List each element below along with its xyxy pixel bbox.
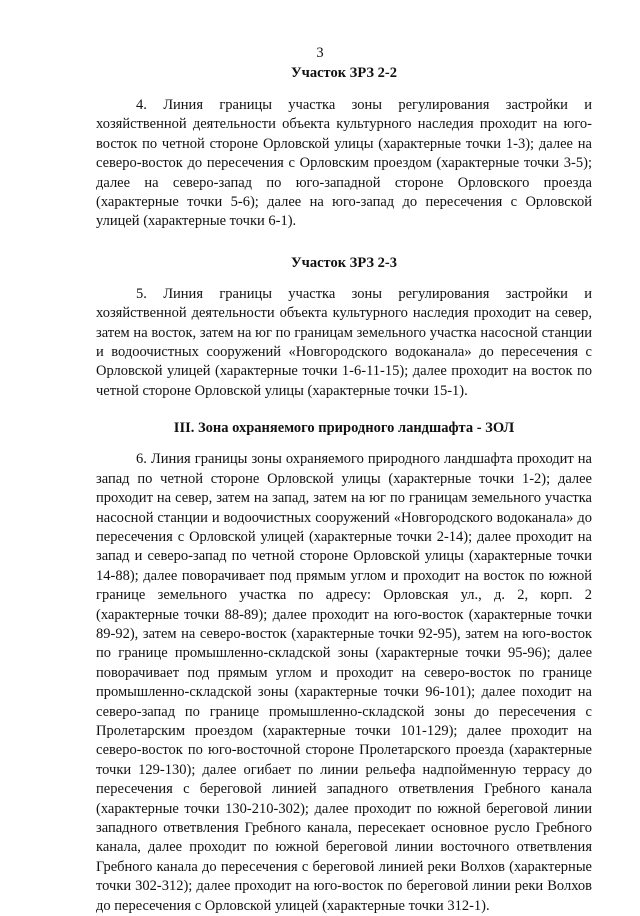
section-heading-zrz-2-2: Участок ЗРЗ 2-2 xyxy=(291,65,397,81)
section-heading-zrz-2-3: Участок ЗРЗ 2-3 xyxy=(291,254,397,271)
page-number: 3 xyxy=(316,45,324,61)
paragraph-6: 6. Линия границы зоны охраняемого природного ландшафта проходит на запад по четной стороне Орловской улицы (характерные точки 1-2); далее проходит на север, затем на запад, затем на юг по границам земельного участка насосной станции и водоочистных сооружений «Новгородского водоканала» до пересечения с Орловской улицей (характерные точки 2-14); далее проходит на запад и северо-запад по четной стороне Орловской улицы (характерные точки 14-88); далее поворачивает под прямым углом и проходит на восток по южной границе земельного участка по адресу: Орловская ул., д. 2, корп. 2 (характерные точки 88-89); далее проходит на юго-восток (характерные точки 89-92), затем на северо-восток (характерные точки 92-95), затем на юго-восток по границе промышленно-складской зоны (характерные точки 95-96); далее поворачивает под прямым углом и проходит на северо-восток по границе промышленно-складской зоны (характерные точки 96-101); далее походит на северо-запад по границе промышленно-складской зоны до пересечения с Пролетарским проездом (характерные точки 101-129); далее проходит на северо-восток по юго-восточной стороне Пролетарского проезда (характерные точки 129-130); далее огибает по линии рельефа надпойменную террасу до пересечения с береговой линией западного ответвления Гребного канала (характерные точки 130-210-302); далее проходит по южной береговой линии западного ответвления Гребного канала, пересекает основное русло Гребного канала, далее проходит по южной береговой линии восточного ответвления Гребного канала до пересечения с береговой линией реки Волхов (характерные точки 302-312); далее проходит на юго-восток по береговой линии реки Волхов до пересечения с Орловской улицей (характерные точки 312-1). xyxy=(96,451,592,914)
paragraph-5: 5. Линия границы участка зоны регулирования застройки и хозяйственной деятельности объекта культурного наследия проходит на север, затем на восток, затем на юг по границам земельного участка насосной станции и водоочистных сооружений «Новгородского водоканала» до пересечения с Орловской улицей (характерные точки 1-6-11-15); далее проходит на восток по четной стороне Орловской улицы (характерные точки 15-1). xyxy=(96,285,592,399)
section-heading-zol: III. Зона охраняемого природного ландшафта - ЗОЛ xyxy=(173,420,515,437)
paragraph-4: 4. Линия границы участка зоны регулирования застройки и хозяйственной деятельности объекта культурного наследия проходит на юго-восток по четной стороне Орловской улицы (характерные точки 1-3); далее на северо-восток до пересечения с Орловским проездом (характерные точки 3-5); далее на северо-запад по юго-западной стороне Орловского проезда (характерные точки 5-6); далее на юго-запад до пересечения с Орловской улицей (характерные точки 6-1). xyxy=(96,97,592,230)
document-body xyxy=(96,64,592,916)
